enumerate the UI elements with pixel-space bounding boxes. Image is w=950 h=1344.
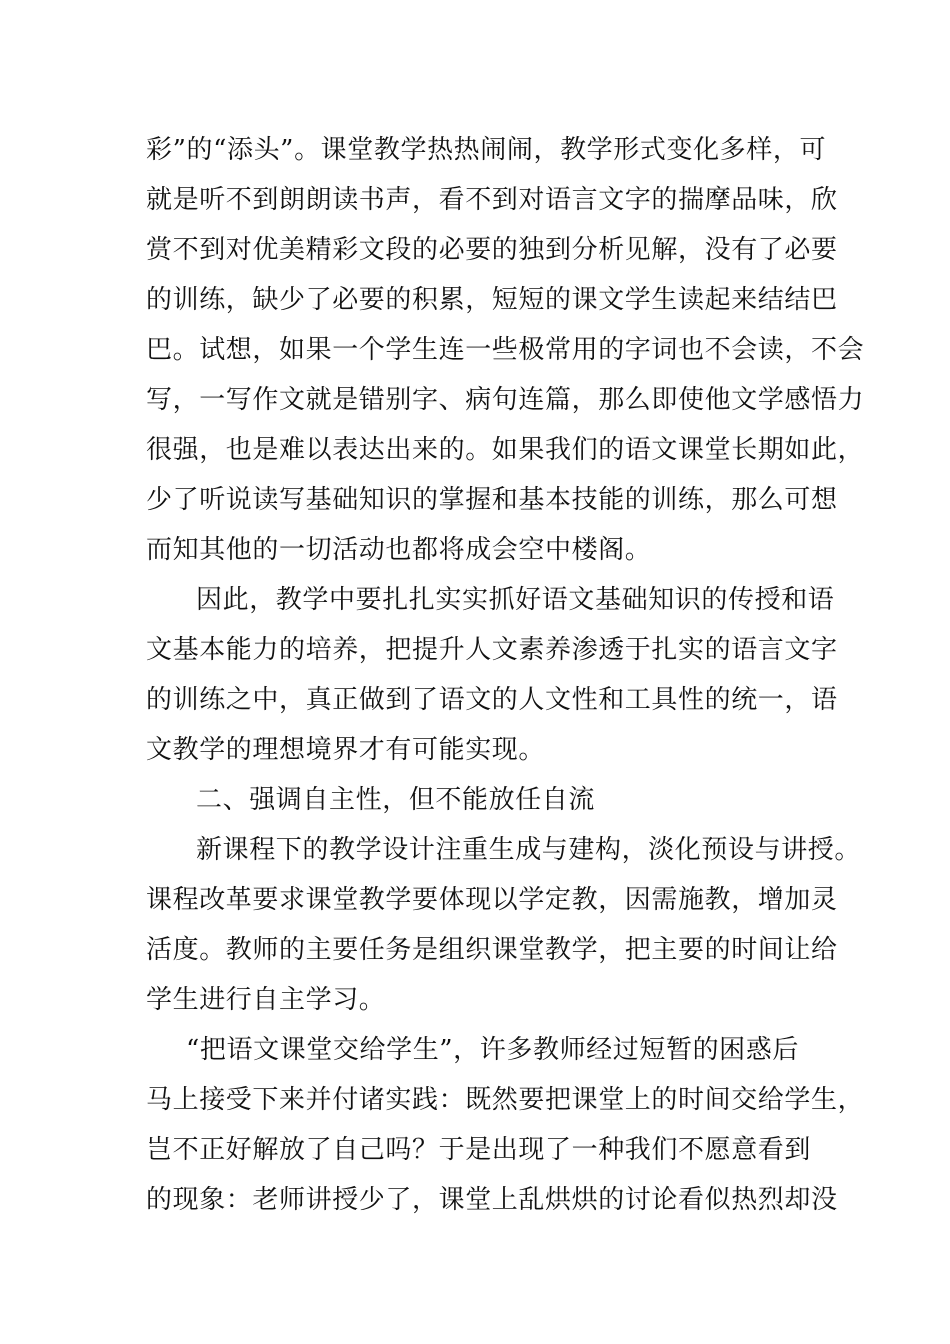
text-line: 学生进行自主学习。 — [146, 985, 386, 1015]
text-line: 彩”的“添头”。课堂教学热热闹闹，教学形式变化多样，可 — [146, 135, 827, 165]
text-line: 少了听说读写基础知识的掌握和基本技能的训练，那么可想 — [146, 485, 838, 515]
paragraph-first-line: 新课程下的教学设计注重生成与建构，淡化预设与讲授。 — [196, 835, 862, 865]
text-line: 文教学的理想境界才有可能实现。 — [146, 735, 546, 765]
text-line: 岂不正好解放了自己吗？于是出现了一种我们不愿意看到 — [146, 1135, 812, 1165]
text-line: 很强，也是难以表达出来的。如果我们的语文课堂长期如此， — [146, 435, 865, 465]
section-heading: 二、强调自主性，但不能放任自流 — [196, 785, 596, 815]
text-line: 而知其他的一切活动也都将成会空中楼阁。 — [146, 535, 652, 565]
paragraph-first-line: “把语文课堂交给学生”，许多教师经过短暂的困惑后 — [186, 1035, 799, 1065]
text-line: 课程改革要求课堂教学要体现以学定教，因需施教，增加灵 — [146, 885, 838, 915]
text-line: 活度。教师的主要任务是组织课堂教学，把主要的时间让给 — [146, 935, 838, 965]
text-line: 马上接受下来并付诸实践：既然要把课堂上的时间交给学生， — [146, 1085, 865, 1115]
text-line: 写，一写作文就是错别字、病句连篇，那么即使他文学感悟力 — [146, 385, 865, 415]
text-line: 的现象：老师讲授少了，课堂上乱烘烘的讨论看似热烈却没 — [146, 1185, 838, 1215]
text-line: 文基本能力的培养，把提升人文素养渗透于扎实的语言文字 — [146, 635, 838, 665]
text-line: 赏不到对优美精彩文段的必要的独到分析见解，没有了必要 — [146, 235, 838, 265]
paragraph-first-line: 因此，教学中要扎扎实实抓好语文基础知识的传授和语 — [196, 585, 835, 615]
text-line: 巴。试想，如果一个学生连一些极常用的字词也不会读，不会 — [146, 335, 865, 365]
text-line: 就是听不到朗朗读书声，看不到对语言文字的揣摩品味，欣 — [146, 185, 838, 215]
text-line: 的训练，缺少了必要的积累，短短的课文学生读起来结结巴 — [146, 285, 838, 315]
text-line: 的训练之中，真正做到了语文的人文性和工具性的统一，语 — [146, 685, 838, 715]
